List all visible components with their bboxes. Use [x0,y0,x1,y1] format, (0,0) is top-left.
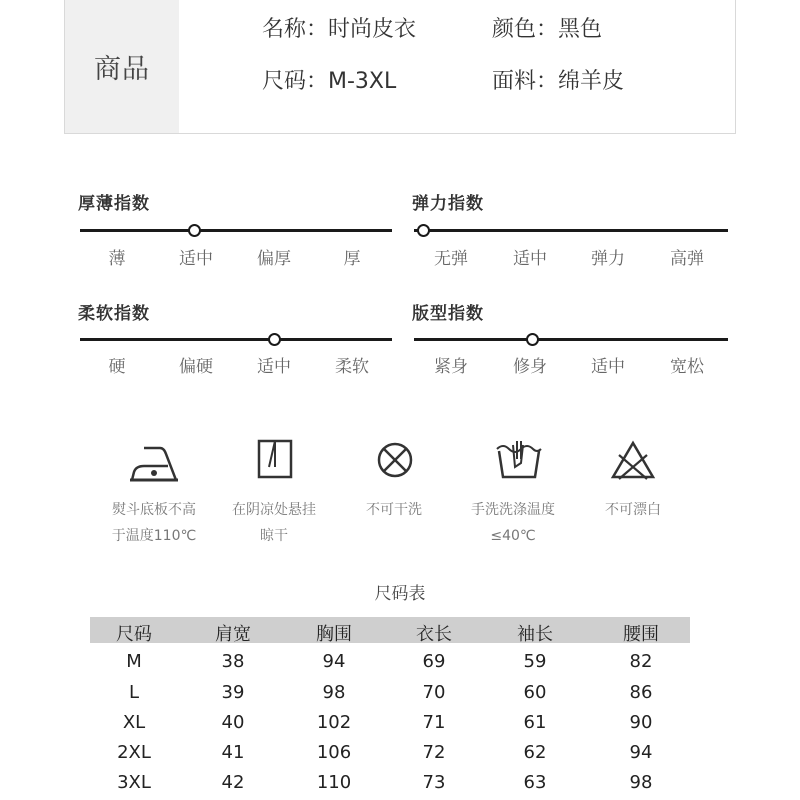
table-cell: 69 [422,651,446,672]
table-cell: L [128,682,140,703]
index-title: 弹力指数 [412,194,484,214]
product-size: 尺码：M-3XL [262,69,397,94]
care-text-line: 在阴凉处悬挂 [232,502,316,518]
table-cell: 98 [322,682,346,703]
table-cell: 82 [629,651,653,672]
index-label: 硬 [108,357,126,377]
table-cell: 60 [523,682,547,703]
no-dry-clean-icon [367,437,423,487]
index-label: 修身 [513,357,547,377]
hand-wash-icon [491,437,547,487]
table-cell: 2XL [117,742,151,763]
index-label: 适中 [591,357,625,377]
index-label: 紧身 [434,357,468,377]
care-instruction-iron [112,497,196,549]
care-instruction-no-bleach [605,497,661,523]
table-cell: 94 [629,742,653,763]
table-cell: 59 [523,651,547,672]
table-header-cell: 胸围 [316,624,352,645]
no-bleach-icon [605,437,661,487]
care-text-line: 手洗洗涤温度 [471,502,555,518]
table-cell: 40 [221,712,245,733]
index-label: 适中 [257,357,291,377]
index-label: 无弹 [434,249,468,269]
hang-dry-icon [247,437,303,487]
size-table-header-bar [90,617,690,643]
care-instruction-hand-wash [471,497,555,549]
index-title: 厚薄指数 [78,194,150,214]
index-marker [188,224,201,237]
index-label: 适中 [179,249,213,269]
index-label: 宽松 [670,357,704,377]
table-cell: 38 [221,651,245,672]
table-cell: 98 [629,772,653,793]
index-label: 高弹 [670,249,704,269]
table-cell: 94 [322,651,346,672]
table-header-cell: 肩宽 [215,624,251,645]
table-cell: 70 [422,682,446,703]
index-label: 柔软 [335,357,369,377]
table-cell: 41 [221,742,245,763]
table-cell: 86 [629,682,653,703]
table-cell: 39 [221,682,245,703]
product-label-cell [65,0,179,133]
table-cell: 42 [221,772,245,793]
index-label: 偏硬 [179,357,213,377]
care-text-line: 晾干 [260,528,288,544]
care-text-line: 不可漂白 [605,502,661,518]
index-scale-line [414,229,728,232]
table-cell: 102 [316,712,352,733]
index-marker [417,224,430,237]
table-cell: 63 [523,772,547,793]
index-marker [526,333,539,346]
table-header-cell: 尺码 [116,624,152,645]
size-table-title: 尺码表 [374,584,426,604]
table-cell: 110 [316,772,352,793]
care-instruction-hang-dry [232,497,316,549]
index-scale-line [80,229,392,232]
care-text-line: 不可干洗 [366,502,422,518]
index-label: 厚 [343,249,361,269]
table-cell: M [126,651,142,672]
table-cell: 3XL [117,772,151,793]
index-label: 薄 [108,249,126,269]
table-cell: 61 [523,712,547,733]
index-title: 版型指数 [412,304,484,324]
table-header-cell: 腰围 [623,624,659,645]
index-label: 适中 [513,249,547,269]
care-text-line: 熨斗底板不高 [111,502,196,518]
index-marker [268,333,281,346]
table-cell: 73 [422,772,446,793]
index-title: 柔软指数 [78,304,150,324]
table-cell: 106 [316,742,352,763]
care-instruction-no-dry-clean [366,497,422,523]
table-cell: 71 [422,712,446,733]
index-label: 偏厚 [257,249,291,269]
product-label: 商品 [94,54,150,85]
index-label: 弹力 [591,249,625,269]
table-cell: 72 [422,742,446,763]
care-text-line: ≤40℃ [490,528,536,544]
index-scale-line [80,338,392,341]
product-color: 颜色：黑色 [492,17,603,42]
product-material: 面料：绵羊皮 [492,69,625,94]
iron-icon [126,440,182,490]
table-cell: XL [122,712,146,733]
table-cell: 62 [523,742,547,763]
table-header-cell: 衣长 [416,624,452,645]
index-scale-line [414,338,728,341]
product-name: 名称：时尚皮衣 [262,17,417,42]
table-cell: 90 [629,712,653,733]
care-text-line: 于温度110℃ [111,528,197,544]
table-header-cell: 袖长 [517,624,553,645]
